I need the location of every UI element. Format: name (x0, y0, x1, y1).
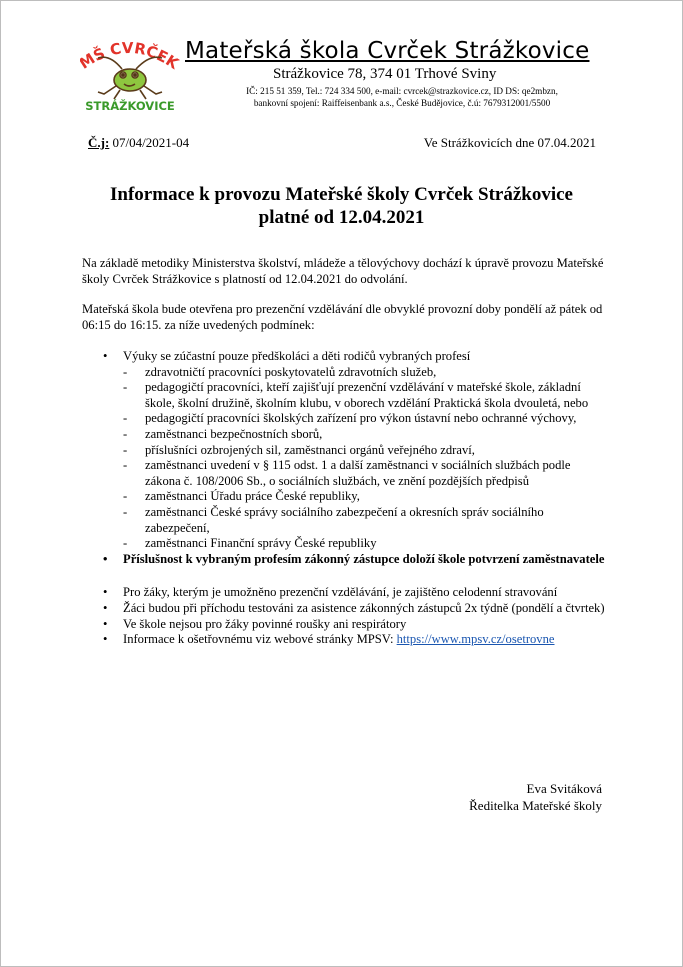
reference-label: Č.j: (88, 135, 110, 150)
bullet-icon: • (103, 632, 108, 647)
list-item-masks: • Ve škole nejsou pro žáky povinné roušky ani respirátory (103, 616, 407, 631)
logo-top-text: Š CVRČEK (90, 38, 180, 73)
contact-info (222, 85, 582, 109)
list-item-info: • Informace k ošetřovnému viz webové stránky MPSV: https://www.mpsv.cz/osetrovne (103, 632, 555, 647)
heading-line-2: platné od 12.04.2021 (258, 207, 425, 228)
sub-list-item: - zaměstnanci České správy sociálního zabezpečení a okresních správ sociálního zabezpečení, (123, 504, 544, 535)
bank-line: bankovní spojení: Raiffeisenbank a.s., České Budějovice, č.ú: 7679312001/5500 (253, 98, 551, 108)
bullet-icon: • (103, 616, 108, 631)
cricket-icon (98, 57, 162, 99)
signature-block (469, 780, 602, 814)
reference-number (88, 135, 189, 151)
dash-icon: - (123, 504, 128, 519)
list-item-meals: • Pro žáky, kterým je umožněno prezenční vzdělávání, je zajištěno celodenní stravování (103, 585, 558, 600)
sub-list-item: - pedagogičtí pracovníci školských zařízení pro výkon ústavní nebo ochranné výchovy, (123, 411, 577, 426)
opening-hours-paragraph: Mateřská škola bude otevřena pro prezenční vzdělávání dle obvyklé provozní doby pondělí až pátek od 06:15 do 16:15. za níže uvedených podmínek: (82, 302, 603, 332)
signature-title: Ředitelka Mateřské školy (469, 798, 602, 813)
dash-icon: - (123, 426, 128, 441)
contact-line: IČ: 215 51 359, Tel.: 724 334 500, e-mail: cvrcek@strazkovice.cz, ID DS: qe2mbzn, (246, 86, 558, 96)
list-item-testing: • Žáci budou při příchodu testováni za asistence zákonných zástupců 2x týdně (pondělí a čtvrtek) (103, 600, 605, 615)
document-heading (60, 183, 623, 229)
mpsv-link[interactable]: https://www.mpsv.cz/osetrovne (396, 632, 555, 647)
signature-name: Eva Svitáková (526, 781, 602, 796)
sub-list-item: - zaměstnanci Úřadu práce České republiky, (123, 489, 360, 504)
school-address: Strážkovice 78, 374 01 Trhové Sviny (273, 66, 497, 82)
conditions-list (103, 349, 608, 648)
dash-icon: - (123, 489, 128, 504)
reference-value: 07/04/2021-04 (109, 135, 190, 150)
school-logo (80, 36, 180, 114)
sub-list-item: - zaměstnanci uvedení v § 115 odst. 1 a další zaměstnanci v sociálních službách podle zákona č. 108/2006 Sb., o sociálních službách, ve znění pozdějších předpisů (123, 458, 571, 488)
dash-icon: - (123, 364, 128, 379)
bullet-icon: • (103, 551, 108, 566)
date-place: Ve Strážkovicích dne 07.04.2021 (423, 135, 596, 150)
dash-icon: - (123, 411, 128, 426)
bullet-icon: • (103, 585, 108, 600)
sub-list-item: - pedagogičtí pracovníci, kteří zajišťují prezenční vzdělávání v mateřské škole, základní škole, školní družině, školním klubu, v oborech vzdělání Praktická škola dvouletá, nebo (123, 380, 589, 410)
logo-bottom-text: STRÁŽKOVICE (85, 99, 175, 113)
sub-list-item: - zaměstnanci bezpečnostních sborů, (123, 426, 323, 441)
sub-list-item: - příslušníci ozbrojených sil, zaměstnanci orgánů veřejného zdraví, (123, 442, 475, 457)
school-name: Mateřská škola Cvrček Strážkovice (185, 38, 590, 64)
dash-icon: - (123, 536, 128, 551)
list-item: • Výuky se zúčastní pouze předškoláci a děti rodičů vybraných profesí (103, 349, 471, 363)
sub-list-item: - zaměstnanci Finanční správy České republiky (123, 536, 377, 551)
heading-line-1: Informace k provozu Mateřské školy Cvrček Strážkovice (110, 184, 573, 205)
bullet-icon: • (103, 600, 108, 615)
bullet-icon: • (103, 349, 108, 363)
dash-icon: - (123, 458, 128, 473)
list-item-proof: • Příslušnost k vybraným profesím zákonný zástupce doloží škole potvrzení zaměstnavatele (103, 551, 605, 566)
dash-icon: - (123, 442, 128, 457)
dash-icon: - (123, 380, 128, 395)
intro-paragraph: Na základě metodiky Ministerstva školství, mládeže a tělovýchovy dochází k úpravě provozu Mateřské školy Cvrček Strážkovice s platností od 12.04.2021 do odvolání. (82, 256, 604, 286)
sub-list-item: - zdravotničtí pracovníci poskytovatelů zdravotních služeb, (123, 364, 437, 379)
